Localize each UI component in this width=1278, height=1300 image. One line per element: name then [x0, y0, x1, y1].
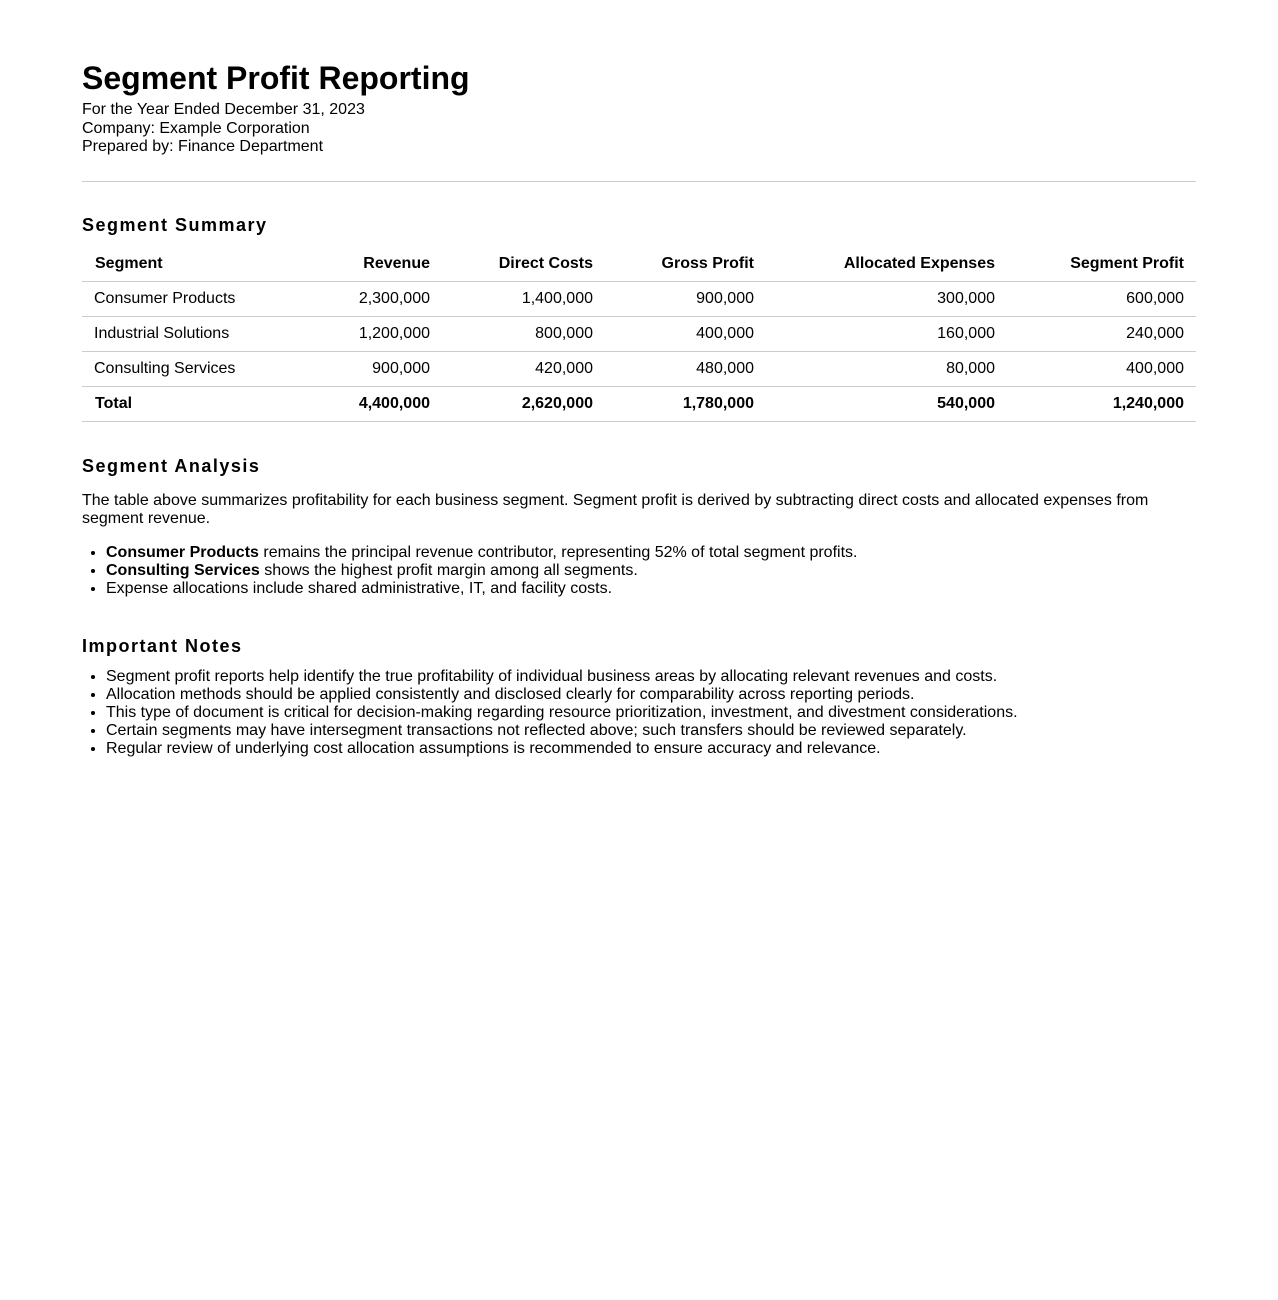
column-header: Revenue: [285, 247, 442, 282]
list-item-emphasis: Consumer Products: [106, 544, 259, 561]
segment-summary-heading: Segment Summary: [82, 215, 268, 235]
notes-list: [82, 668, 1196, 758]
list-item: • Certain segments may have intersegment transactions not reflected above; such transfers should be reviewed separately.: [106, 722, 1196, 740]
column-header: Segment: [82, 247, 285, 282]
prepared-by: Prepared by: Finance Department: [82, 138, 324, 155]
list-item: • Allocation methods should be applied consistently and disclosed clearly for comparability across reporting periods.: [106, 686, 1196, 704]
list-item: [106, 580, 1196, 598]
list-item: • Regular review of underlying cost allocation assumptions is recommended to ensure accuracy and relevance.: [106, 740, 1196, 758]
segment-summary-table: [82, 247, 1196, 422]
list-item-emphasis: Consulting Services: [106, 562, 260, 579]
segment-analysis-heading: Segment Analysis: [82, 456, 261, 476]
list-item-text: shows the highest profit margin among all segments.: [259, 562, 638, 579]
table-cell: 300,000: [766, 282, 1007, 317]
table-total-row: [82, 387, 1196, 422]
table-cell: 4,400,000: [285, 387, 442, 422]
table-cell: Total: [82, 387, 285, 422]
list-item-text: remains the principal revenue contributor, representing 52% of total segment profits.: [258, 544, 858, 561]
table-cell: 800,000: [442, 317, 605, 352]
page-title: Segment Profit Reporting: [82, 60, 470, 96]
table-row: [82, 352, 1196, 387]
table-cell: 900,000: [285, 352, 442, 387]
table-cell: 80,000: [766, 352, 1007, 387]
column-header: Direct Costs: [442, 247, 605, 282]
table-cell: 2,620,000: [442, 387, 605, 422]
table-cell: Consulting Services: [82, 352, 285, 387]
important-notes-heading: Important Notes: [82, 636, 243, 656]
analysis-paragraph: The table above summarizes profitability for each business segment. Segment profit is derived by subtracting direct costs and allocated expenses from segment revenue.: [82, 492, 1149, 527]
analysis-bullets: [82, 544, 1196, 598]
table-cell: 1,400,000: [442, 282, 605, 317]
table-cell: 540,000: [766, 387, 1007, 422]
table-cell: 1,240,000: [1007, 387, 1196, 422]
table-cell: Industrial Solutions: [82, 317, 285, 352]
table-row: [82, 282, 1196, 317]
header-divider: [82, 181, 1196, 182]
list-item: [106, 562, 1196, 580]
report-meta: [82, 101, 365, 157]
company-name: Company: Example Corporation: [82, 119, 310, 137]
list-item: • Segment profit reports help identify the true profitability of individual business areas by allocating relevant revenues and costs.: [106, 668, 1196, 686]
table-cell: 420,000: [442, 352, 605, 387]
table-cell: 1,780,000: [605, 387, 766, 422]
list-item: [106, 544, 1196, 562]
table-cell: 1,200,000: [285, 317, 442, 352]
table-cell: 160,000: [766, 317, 1007, 352]
table-cell: 240,000: [1007, 317, 1196, 352]
column-header: Segment Profit: [1007, 247, 1196, 282]
table-header-row: [82, 247, 1196, 282]
table-cell: Consumer Products: [82, 282, 285, 317]
column-header: Gross Profit: [605, 247, 766, 282]
report-period: For the Year Ended December 31, 2023: [82, 101, 365, 118]
list-item-text: Expense allocations include shared administrative, IT, and facility costs.: [106, 580, 613, 597]
table-row: [82, 317, 1196, 352]
table-cell: 600,000: [1007, 282, 1196, 317]
table-cell: 400,000: [1007, 352, 1196, 387]
table-cell: 400,000: [605, 317, 766, 352]
column-header: Allocated Expenses: [766, 247, 1007, 282]
list-item: • This type of document is critical for decision-making regarding resource prioritization, investment, and divestment considerations.: [106, 704, 1196, 722]
table-cell: 2,300,000: [285, 282, 442, 317]
table-cell: 900,000: [605, 282, 766, 317]
table-cell: 480,000: [605, 352, 766, 387]
